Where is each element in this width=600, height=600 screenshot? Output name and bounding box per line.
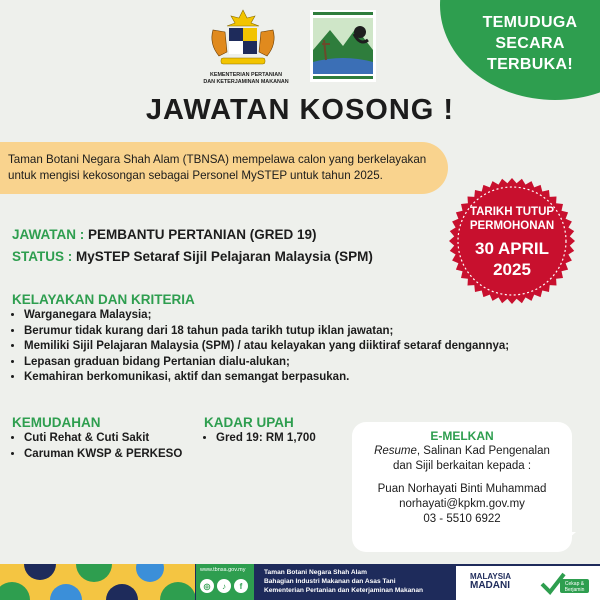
list-item: • Cuti Rehat & Cuti Sakit xyxy=(24,431,224,447)
page-title: JAWATAN KOSONG ! xyxy=(145,94,455,126)
tiktok-icon[interactable]: ♪ xyxy=(217,579,231,593)
resume-word: Resume xyxy=(374,445,417,457)
contact-name: Puan Norhayati Binti Muhammad xyxy=(377,483,547,495)
intro-text: Taman Botani Negara Shah Alam (TBNSA) mempelawa calon yang berkelayakan untuk mengisi kekosongan sebagai Personel MySTEP untuk tahun 2025. xyxy=(8,153,427,182)
cekap-text-2: Berjamin xyxy=(564,587,585,593)
cekap-text-1: Cekap & xyxy=(564,581,585,587)
list-item: • Kemahiran berkomunikasi, aktif dan semangat berpasukan. xyxy=(24,370,584,386)
job-position-line xyxy=(12,227,317,242)
contact-phone[interactable]: 03 - 5510 6922 xyxy=(423,513,501,525)
list-item: • Warganegara Malaysia; xyxy=(24,308,584,324)
tbnsa-logo xyxy=(310,10,376,82)
wage-title: KADAR UPAH xyxy=(204,415,294,430)
footer-website[interactable]: www.tbnsa.gov.my xyxy=(200,567,246,573)
malaysia-madani-logo xyxy=(470,572,511,590)
ministry-name-line-2: DAN KETERJAMINAN MAKANAN xyxy=(203,79,289,85)
benefits-title: KEMUDAHAN xyxy=(12,415,101,430)
email-title: E-MELKAN xyxy=(430,429,494,443)
open-interview-line-1: TEMUDUGA xyxy=(482,14,578,31)
deadline-date-2: 2025 xyxy=(493,260,531,279)
madani-line-2: MADANI xyxy=(470,580,510,591)
ministry-name xyxy=(186,72,306,86)
facebook-icon[interactable]: f xyxy=(234,579,248,593)
madani-line-1: MALAYSIA xyxy=(470,572,512,581)
deadline-text xyxy=(446,205,578,280)
job-status-line xyxy=(12,249,373,264)
list-item: • Caruman KWSP & PERKESO xyxy=(24,447,224,463)
footer-info-line-1: Taman Botani Negara Shah Alam xyxy=(264,569,367,576)
deadline-date-1: 30 APRIL xyxy=(474,239,549,258)
social-icons xyxy=(200,579,248,593)
qualifications-list xyxy=(10,308,584,386)
wage-list xyxy=(202,431,366,447)
open-interview-label xyxy=(460,12,600,75)
list-item: • Memiliki Sijil Pelajaran Malaysia (SPM) / atau kelayakan yang diiktiraf setaraf dengannya; xyxy=(24,339,584,355)
job-position-value: PEMBANTU PERTANIAN (GRED 19) xyxy=(88,227,317,242)
cekap-berjamin-logo xyxy=(540,570,590,596)
email-instructions-line-1 xyxy=(352,444,572,459)
open-interview-line-2: SECARA xyxy=(495,35,565,52)
open-interview-line-3: TERBUKA! xyxy=(487,56,573,73)
contact-email[interactable]: norhayati@kpkm.gov.my xyxy=(399,498,525,510)
ministry-name-line-1: KEMENTERIAN PERTANIAN xyxy=(209,72,283,78)
footer-info-line-2: Bahagian Industri Makanan dan Asas Tani xyxy=(264,578,396,585)
deadline-label-2: PERMOHONAN xyxy=(469,220,555,232)
email-instructions-rest: , Salinan Kad Pengenalan xyxy=(416,445,550,457)
footer-info-line-3: Kementerian Pertanian dan Keterjaminan Makanan xyxy=(264,587,424,594)
coat-of-arms-logo xyxy=(205,8,281,70)
list-item: • Gred 19: RM 1,700 xyxy=(216,431,366,447)
footer-pattern xyxy=(0,564,195,600)
benefits-list xyxy=(10,431,224,462)
email-callout-content xyxy=(352,429,572,527)
deadline-label-1: TARIKH TUTUP xyxy=(469,206,555,218)
list-item: • Berumur tidak kurang dari 18 tahun pada tarikh tutup iklan jawatan; xyxy=(24,324,584,340)
list-item: • Lepasan graduan bidang Pertanian dialu-alukan; xyxy=(24,355,584,371)
footer-info xyxy=(264,568,423,595)
qualifications-title: KELAYAKAN DAN KRITERIA xyxy=(12,292,195,307)
job-status-value: MySTEP Setaraf Sijil Pelajaran Malaysia (SPM) xyxy=(76,249,373,264)
job-status-label: STATUS : xyxy=(12,249,73,264)
email-instructions-line-2: dan Sijil berkaitan kepada : xyxy=(392,460,532,472)
email-callout-tail xyxy=(560,532,576,546)
job-position-label: JAWATAN : xyxy=(12,227,85,242)
instagram-icon[interactable]: ◎ xyxy=(200,579,214,593)
